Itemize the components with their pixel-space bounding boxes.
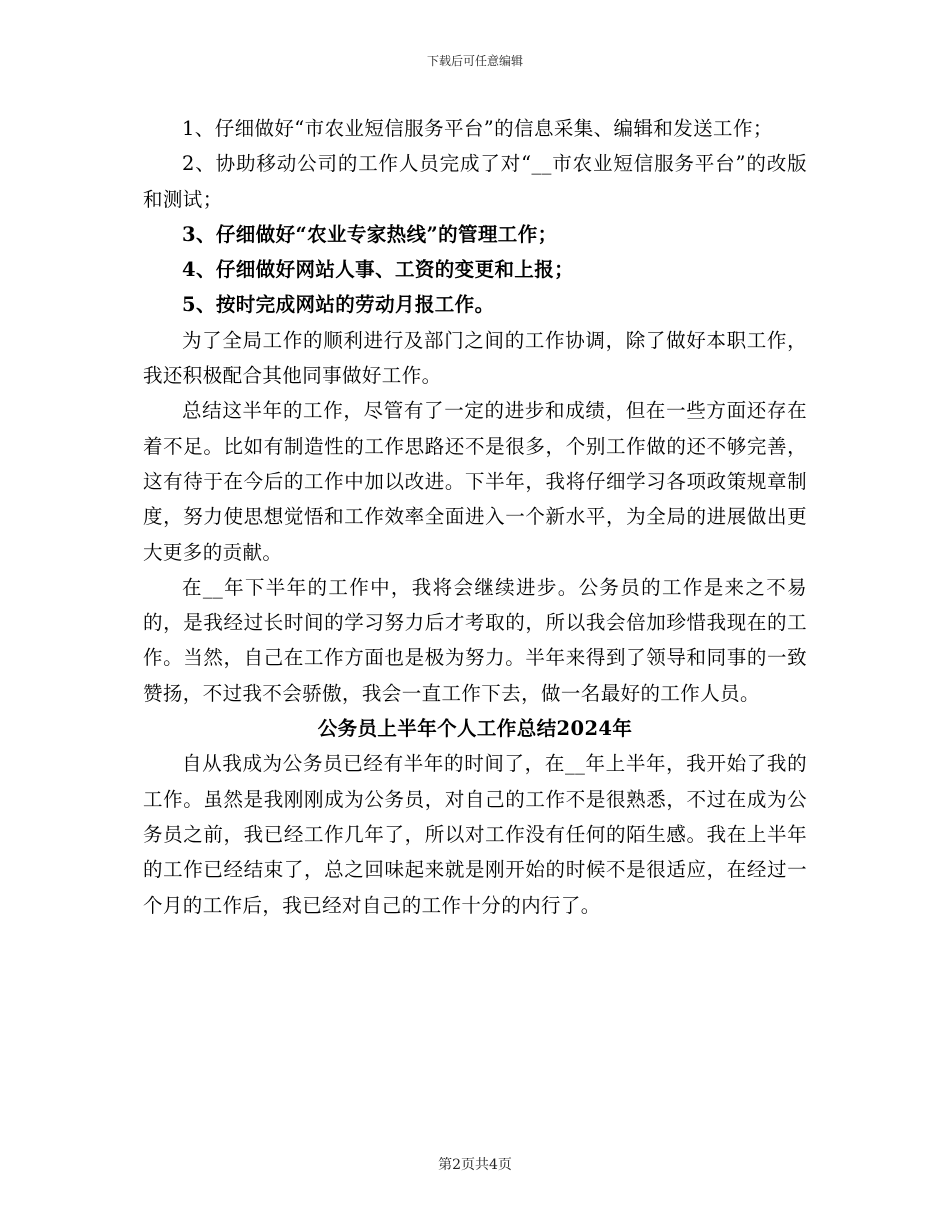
document-body: [143, 111, 807, 923]
page-number: 第2页共4页: [438, 1157, 512, 1173]
list-item-2: 2、协助移动公司的工作人员完成了对“__市农业短信服务平台”的改版和测试；: [143, 152, 807, 211]
list-item-1: 1、仔细做好“市农业短信服务平台”的信息采集、编辑和发送工作；: [182, 117, 773, 140]
list-item-3: 3、仔细做好“农业专家热线”的管理工作；: [182, 222, 558, 246]
list-item-5: 5、按时完成网站的劳动月报工作。: [182, 293, 495, 317]
body-paragraph: 为了全局工作的顺利进行及部门之间的工作协调，除了做好本职工作，我还积极配合其他同事做好工作。: [143, 328, 807, 388]
body-paragraph: 自从我成为公务员已经有半年的时间了，在__年上半年，我开始了我的工作。虽然是我刚刚成为公务员，对自己的工作不是很熟悉，不过在成为公务员之前，我已经工作几年了，所以对工作没有任何的陌生感。我在上半年的工作已经结束了，总之回味起来就是刚开始的时候不是很适应，在经过一个月的工作后，我已经对自己的工作十分的内行了。: [143, 752, 807, 917]
list-item-4: 4、仔细做好网站人事、工资的变更和上报；: [182, 258, 575, 282]
body-paragraph: 在__年下半年的工作中，我将会继续进步。公务员的工作是来之不易的，是我经过长时间的学习努力后才考取的，所以我会倍加珍惜我现在的工作。当然，自己在工作方面也是极为努力。半年来得到了领导和同事的一致赞扬，不过我不会骄傲，我会一直工作下去，做一名最好的工作人员。: [143, 575, 807, 705]
page-header: 下载后可任意编辑: [426, 54, 523, 68]
body-paragraph: 总结这半年的工作，尽管有了一定的进步和成绩，但在一些方面还存在着不足。比如有制造性的工作思路还不是很多，个别工作做的还不够完善，这有待于在今后的工作中加以改进。下半年，我将仔细学习各项政策规章制度，努力使思想觉悟和工作效率全面进入一个新水平，为全局的进展做出更大更多的贡献。: [143, 399, 807, 564]
section-title: 公务员上半年个人工作总结2024年: [317, 717, 633, 741]
